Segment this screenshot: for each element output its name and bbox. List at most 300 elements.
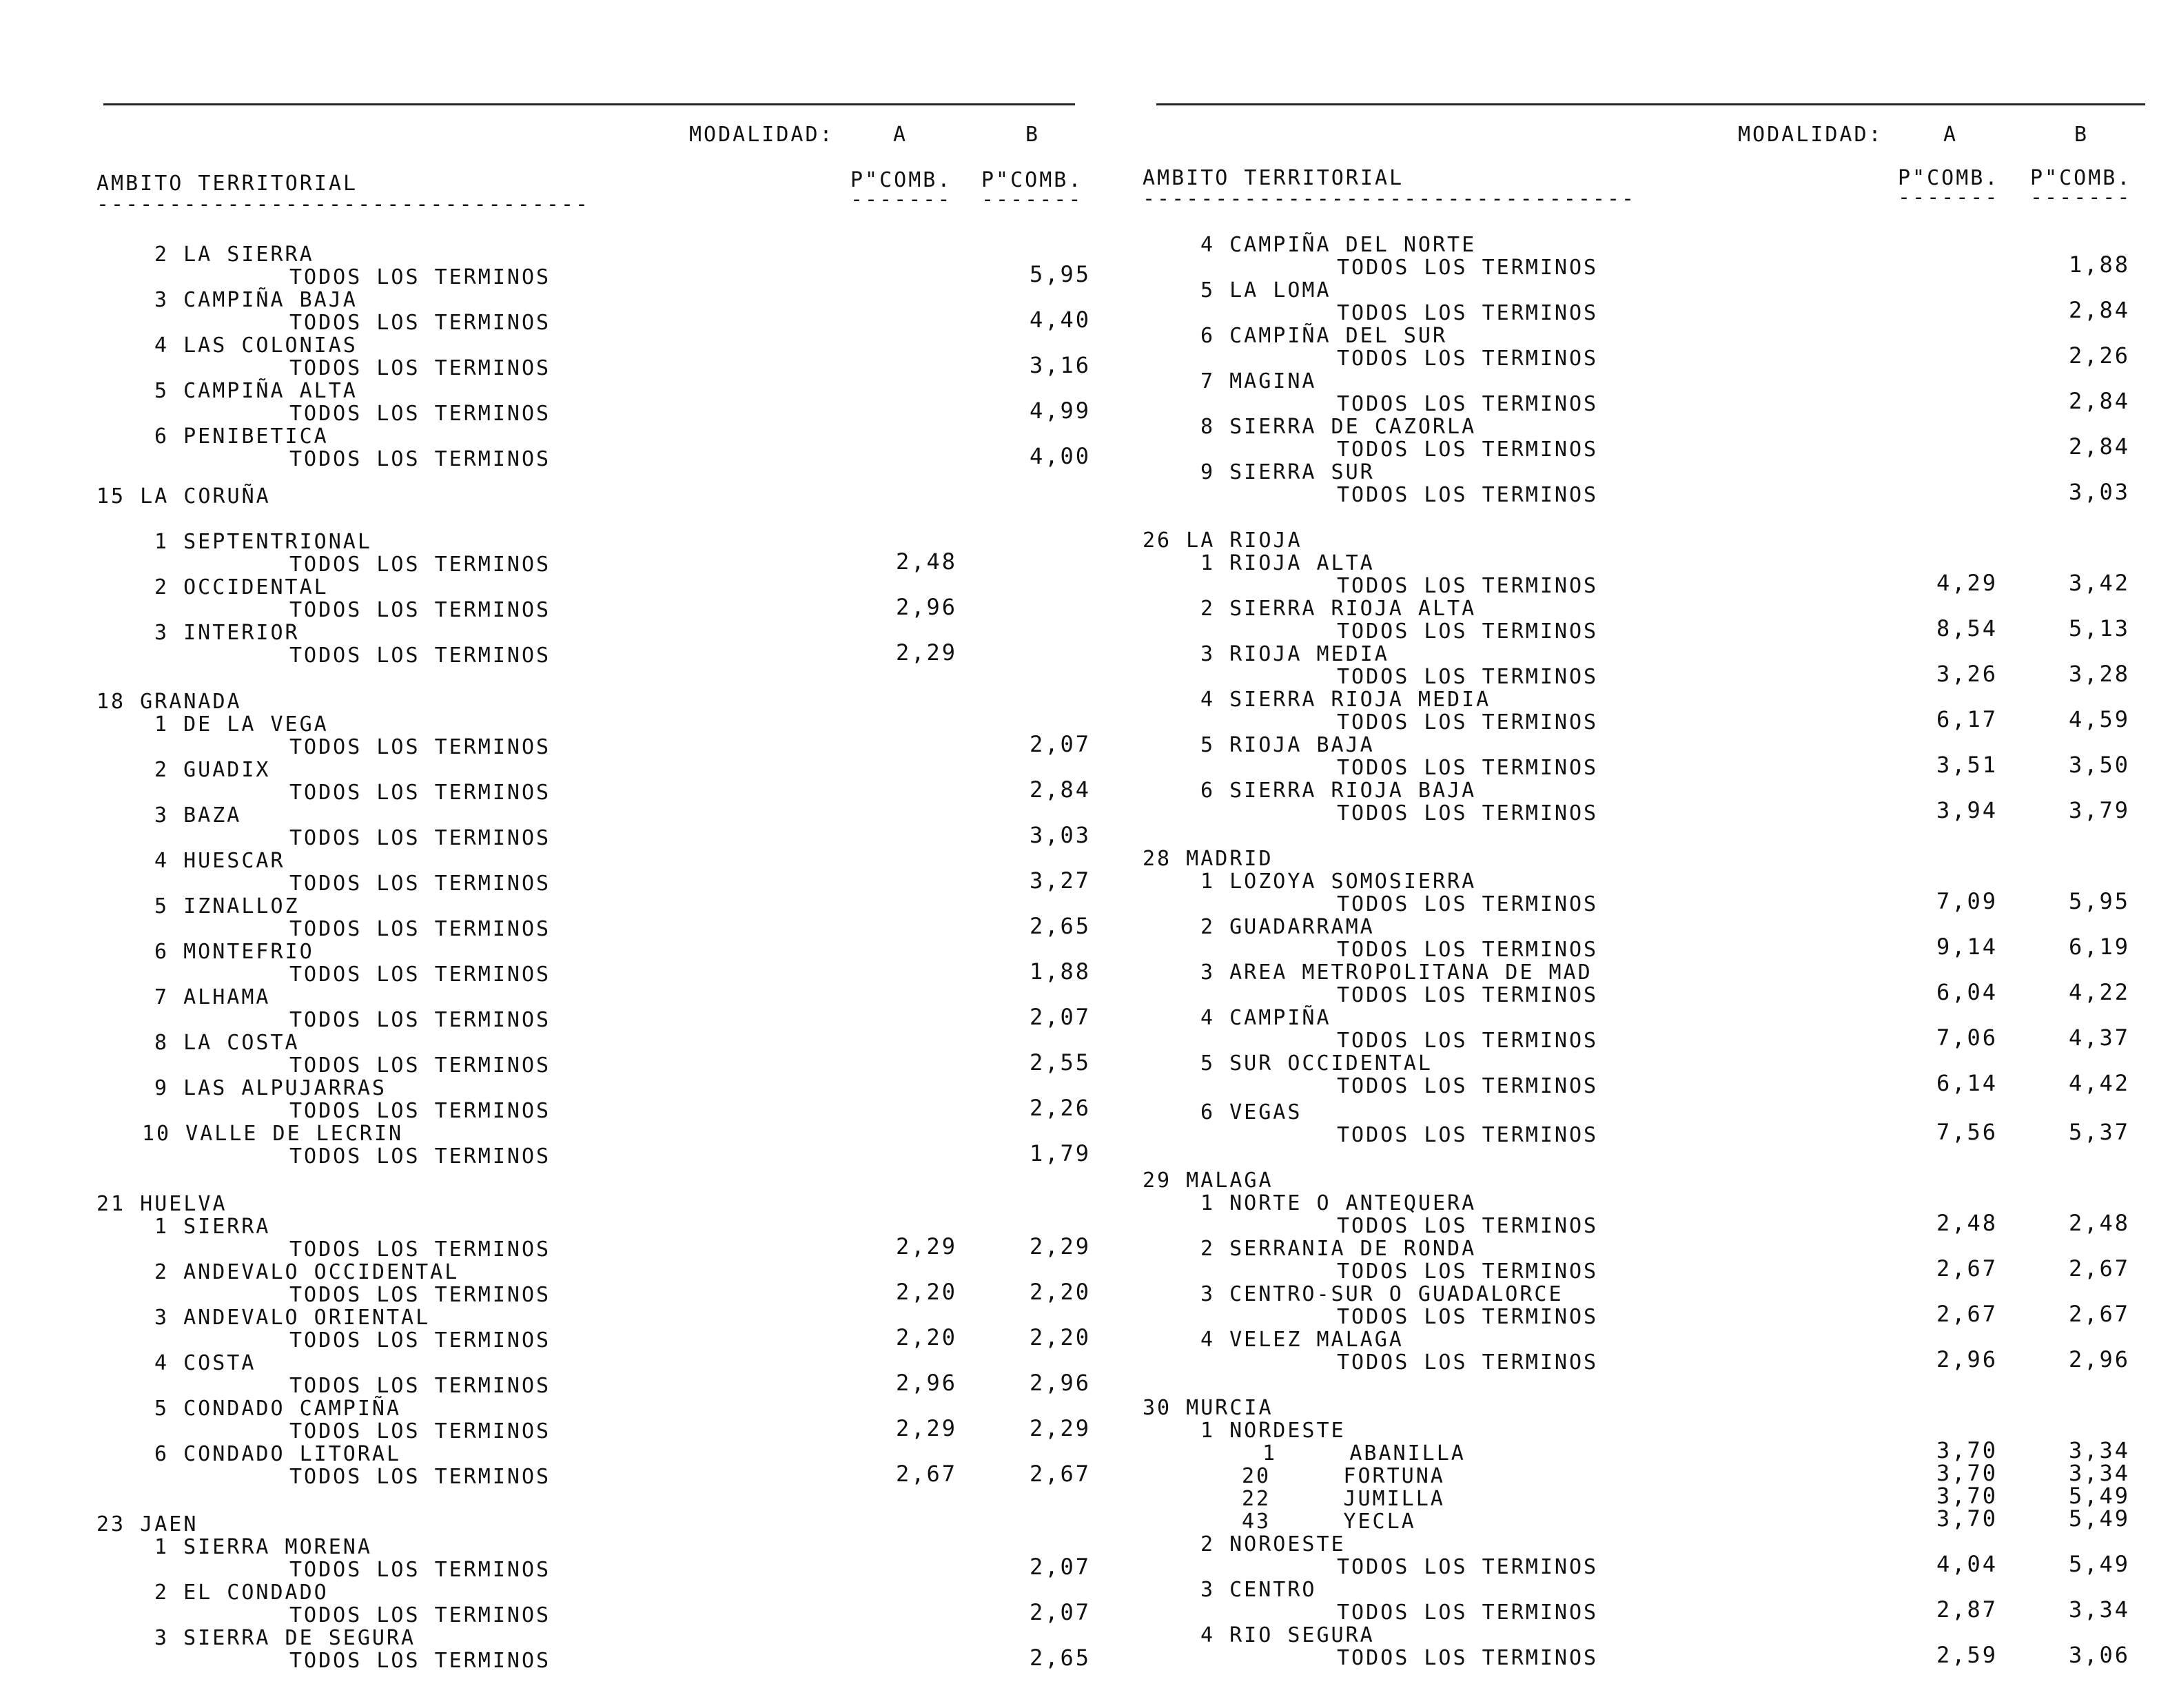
- terms-label: TODOS LOS TERMINOS: [1337, 619, 1599, 644]
- value-b: 2,96: [1030, 1370, 1092, 1396]
- pcomb-b-underline: -------: [2030, 185, 2132, 209]
- table-row: [0, 1370, 1092, 1398]
- table-row: [0, 1461, 1092, 1489]
- table-row: [0, 1140, 1092, 1169]
- table-row: [0, 958, 1092, 987]
- table-row: [0, 760, 1089, 782]
- table-row: [1137, 1421, 2159, 1443]
- value-a: 2,48: [1936, 1210, 1998, 1236]
- pcomb-a-header: P"COMB.: [850, 168, 952, 192]
- value-b: 3,34: [2069, 1596, 2131, 1623]
- value-b: 4,22: [2069, 979, 2131, 1005]
- comarca-label: 1 SEPTENTRIONAL: [154, 530, 372, 554]
- table-row: [1137, 1580, 2159, 1602]
- province-label: 23 JAEN: [96, 1512, 198, 1536]
- comarca-label: 3 CENTRO-SUR O GUADALORCE: [1200, 1282, 1564, 1306]
- terms-label: TODOS LOS TERMINOS: [289, 356, 551, 380]
- comarca-label: 2 NOROESTE: [1200, 1532, 1346, 1556]
- table-row: [1137, 1119, 2159, 1147]
- value-a: 9,14: [1936, 934, 1998, 960]
- table-row: [0, 307, 1092, 335]
- table-row: [1137, 979, 2159, 1007]
- value-b: 3,06: [2069, 1642, 2131, 1668]
- table-row: [0, 261, 1092, 289]
- table-row: [0, 1049, 1092, 1078]
- modalidad-label: MODALIDAD:: [1738, 123, 1883, 147]
- table-row: [1137, 1346, 2159, 1375]
- value-b: 3,50: [2069, 752, 2131, 778]
- table-row: [0, 1124, 1089, 1146]
- comarca-label: 2 EL CONDADO: [154, 1581, 329, 1605]
- comarca-label: 7 ALHAMA: [154, 985, 271, 1009]
- table-row: [0, 987, 1089, 1009]
- comarca-label: 6 VEGAS: [1200, 1100, 1302, 1124]
- table-row: [1137, 1460, 2159, 1488]
- terms-label: TODOS LOS TERMINOS: [289, 598, 551, 622]
- terms-label: TODOS LOS TERMINOS: [1337, 801, 1599, 825]
- value-a: 2,48: [896, 548, 958, 575]
- value-b: 2,29: [1030, 1233, 1092, 1259]
- table-row: [0, 1279, 1092, 1307]
- value-a: 3,70: [1936, 1460, 1998, 1486]
- table-row: [1137, 735, 2159, 757]
- terms-label: TODOS LOS TERMINOS: [1337, 256, 1599, 280]
- ambito-heading: AMBITO TERRITORIAL: [1143, 166, 1404, 190]
- table-row: [1137, 528, 2159, 553]
- value-b: 2,07: [1030, 1599, 1092, 1625]
- terms-label: TODOS LOS TERMINOS: [1337, 438, 1599, 462]
- province-label: 18 GRANADA: [96, 690, 242, 714]
- table-row: [1137, 1398, 2159, 1420]
- value-a: 8,54: [1936, 615, 1998, 641]
- value-a: 3,70: [1936, 1483, 1998, 1509]
- comarca-label: 1 NORDESTE: [1200, 1419, 1346, 1443]
- table-row: [0, 1599, 1092, 1627]
- value-b: 2,07: [1030, 1004, 1092, 1030]
- table-row: [1137, 917, 2159, 939]
- table-row: [1137, 615, 2159, 644]
- table-row: [1137, 1534, 2159, 1556]
- table-row: [0, 851, 1089, 873]
- value-a: 3,70: [1936, 1505, 1998, 1532]
- value-b: 1,79: [1030, 1140, 1092, 1166]
- terms-label: TODOS LOS TERMINOS: [289, 781, 551, 805]
- province-label: 15 LA CORUÑA: [96, 484, 271, 508]
- value-a: 2,96: [896, 594, 958, 620]
- table-row: [1137, 1437, 2159, 1465]
- value-a: 2,67: [1936, 1301, 1998, 1327]
- comarca-label: 8 LA COSTA: [154, 1031, 300, 1055]
- table-row: [1137, 1210, 2159, 1238]
- table-row: [0, 714, 1089, 737]
- comarca-label: 3 INTERIOR: [154, 621, 300, 645]
- comarca-label: 5 CONDADO CAMPIÑA: [154, 1397, 402, 1421]
- terms-label: TODOS LOS TERMINOS: [1337, 938, 1599, 962]
- value-a: 4,04: [1936, 1551, 1998, 1577]
- right-table-rows: [1137, 0, 2159, 1708]
- table-row: [1137, 1505, 2159, 1534]
- comarca-label: 4 SIERRA RIOJA MEDIA: [1200, 688, 1491, 712]
- table-row: [0, 942, 1089, 964]
- terms-label: TODOS LOS TERMINOS: [289, 1144, 551, 1169]
- comarca-label: 10 VALLE DE LECRIN: [142, 1122, 404, 1146]
- col-b-header: B: [1025, 123, 1041, 147]
- table-row: [0, 443, 1092, 471]
- comarca-label: 4 VELEZ MALAGA: [1200, 1328, 1404, 1352]
- pcomb-b-header: P"COMB.: [2030, 166, 2132, 190]
- table-row: [0, 290, 1089, 312]
- table-row: [1137, 342, 2159, 371]
- table-row: [1137, 462, 2159, 484]
- terms-label: TODOS LOS TERMINOS: [1337, 301, 1599, 325]
- comarca-label: 5 LA LOMA: [1200, 278, 1331, 302]
- table-row: [1137, 1301, 2159, 1329]
- terms-label: TODOS LOS TERMINOS: [289, 826, 551, 850]
- value-a: 7,56: [1936, 1119, 1998, 1145]
- value-b: 2,67: [2069, 1301, 2131, 1327]
- table-row: [1137, 872, 2159, 894]
- table-row: [1137, 1330, 2159, 1352]
- terms-label: TODOS LOS TERMINOS: [289, 1603, 551, 1627]
- table-row: [0, 1628, 1089, 1650]
- value-b: 5,37: [2069, 1119, 2131, 1145]
- table-row: [0, 1078, 1089, 1100]
- value-a: 3,70: [1936, 1437, 1998, 1463]
- value-b: 4,37: [2069, 1025, 2131, 1051]
- table-row: [0, 1583, 1089, 1605]
- table-row: [0, 692, 1089, 714]
- table-row: [1137, 960, 2159, 985]
- comarca-label: 4 CAMPIÑA: [1200, 1006, 1331, 1030]
- terms-label: TODOS LOS TERMINOS: [289, 1374, 551, 1398]
- terms-label: TODOS LOS TERMINOS: [1337, 710, 1599, 734]
- comarca-label: 6 CONDADO LITORAL: [154, 1442, 402, 1466]
- comarca-label: 1 SIERRA MORENA: [154, 1535, 372, 1559]
- table-row: [0, 1324, 1092, 1352]
- comarca-label: 2 LA SIERRA: [154, 243, 314, 267]
- table-row: [1137, 1102, 2159, 1124]
- value-b: 3,28: [2069, 661, 2131, 687]
- table-row: [1137, 752, 2159, 780]
- province-label: 30 MURCIA: [1143, 1396, 1273, 1420]
- table-row: [0, 1095, 1092, 1123]
- table-row: [0, 486, 1089, 508]
- comarca-label: 2 OCCIDENTAL: [154, 575, 329, 599]
- province-label: 21 HUELVA: [96, 1192, 227, 1216]
- comarca-label: 3 CENTRO: [1200, 1578, 1317, 1602]
- terms-label: TODOS LOS TERMINOS: [1337, 1646, 1599, 1670]
- value-b: 4,42: [2069, 1070, 2131, 1096]
- value-b: 5,49: [2069, 1551, 2131, 1577]
- table-row: [0, 731, 1092, 759]
- comarca-label: 4 RIO SEGURA: [1200, 1623, 1375, 1647]
- table-row: [1137, 553, 2159, 575]
- value-a: 3,51: [1936, 752, 1998, 778]
- pcomb-a-header: P"COMB.: [1898, 166, 2000, 190]
- comarca-label: 8 SIERRA DE CAZORLA: [1200, 415, 1477, 439]
- table-row: [1137, 644, 2159, 666]
- value-b: 4,40: [1030, 307, 1092, 333]
- terms-label: TODOS LOS TERMINOS: [289, 311, 551, 335]
- table-row: [0, 867, 1092, 896]
- comarca-label: 3 RIOJA MEDIA: [1200, 642, 1389, 666]
- table-row: [1137, 599, 2159, 621]
- value-a: 6,14: [1936, 1070, 1998, 1096]
- col-a-header: A: [1943, 123, 1958, 147]
- table-row: [1137, 280, 2159, 302]
- comarca-label: 4 HUESCAR: [154, 849, 285, 873]
- comarca-label: 2 SERRANIA DE RONDA: [1200, 1237, 1477, 1261]
- table-row: [1137, 1596, 2159, 1625]
- value-a: 7,06: [1936, 1025, 1998, 1051]
- terms-label: TODOS LOS TERMINOS: [1337, 1259, 1599, 1284]
- table-row: [1137, 797, 2159, 825]
- value-b: 5,95: [1030, 261, 1092, 287]
- value-b: 4,00: [1030, 443, 1092, 469]
- table-row: [1137, 297, 2159, 325]
- table-row: [1137, 781, 2159, 803]
- terms-label: TODOS LOS TERMINOS: [289, 1283, 551, 1307]
- province-label: 26 LA RIOJA: [1143, 528, 1302, 553]
- terms-label: TODOS LOS TERMINOS: [289, 963, 551, 987]
- comarca-label: 4 LAS COLONIAS: [154, 333, 358, 358]
- value-b: 2,67: [1030, 1461, 1092, 1487]
- table-row: [0, 1415, 1092, 1443]
- table-row: [1137, 1025, 2159, 1053]
- comarca-label: 4 CAMPIÑA DEL NORTE: [1200, 233, 1477, 257]
- value-a: 2,67: [896, 1461, 958, 1487]
- pcomb-b-underline: -------: [981, 187, 1083, 212]
- value-b: 2,84: [1030, 776, 1092, 803]
- value-a: 2,59: [1936, 1642, 1998, 1668]
- table-row: [0, 1645, 1092, 1673]
- table-row: [0, 913, 1092, 941]
- value-b: 3,79: [2069, 797, 2131, 823]
- comarca-label: 2 ANDEVALO OCCIDENTAL: [154, 1260, 460, 1284]
- modalidad-label: MODALIDAD:: [689, 123, 835, 147]
- value-a: 7,09: [1936, 888, 1998, 914]
- table-row: [1137, 1551, 2159, 1579]
- table-row: [0, 426, 1089, 449]
- terms-label: TODOS LOS TERMINOS: [289, 265, 551, 289]
- col-b-header: B: [2074, 123, 2089, 147]
- table-row: [0, 548, 1089, 577]
- comarca-label: 20 FORTUNA: [1242, 1464, 1445, 1488]
- table-row: [1137, 1053, 2159, 1076]
- value-b: 2,20: [1030, 1279, 1092, 1305]
- value-b: 5,95: [2069, 888, 2131, 914]
- value-b: 4,59: [2069, 706, 2131, 732]
- value-b: 2,84: [2069, 297, 2131, 323]
- value-b: 2,65: [1030, 1645, 1092, 1671]
- table-row: [0, 1514, 1089, 1536]
- value-a: 2,67: [1936, 1255, 1998, 1282]
- table-row: [0, 822, 1092, 850]
- table-row: [1137, 1625, 2159, 1647]
- table-row: [1137, 326, 2159, 348]
- table-row: [0, 1537, 1089, 1559]
- value-a: 6,17: [1936, 706, 1998, 732]
- table-row: [1137, 1070, 2159, 1098]
- value-a: 2,20: [896, 1279, 958, 1305]
- terms-label: TODOS LOS TERMINOS: [1337, 392, 1599, 416]
- table-row: [1137, 1483, 2159, 1511]
- table-row: [1137, 417, 2159, 439]
- table-row: [0, 1033, 1089, 1055]
- terms-label: TODOS LOS TERMINOS: [1337, 1123, 1599, 1147]
- terms-label: TODOS LOS TERMINOS: [289, 872, 551, 896]
- comarca-label: 3 SIERRA DE SEGURA: [154, 1626, 416, 1650]
- comarca-label: 1 RIOJA ALTA: [1200, 551, 1375, 575]
- pcomb-b-header: P"COMB.: [981, 168, 1083, 192]
- table-row: [1137, 1284, 2159, 1306]
- comarca-label: 2 SIERRA RIOJA ALTA: [1200, 597, 1477, 621]
- comarca-label: 5 IZNALLOZ: [154, 894, 300, 918]
- value-b: 2,26: [2069, 342, 2131, 369]
- value-b: 3,34: [2069, 1460, 2131, 1486]
- terms-label: TODOS LOS TERMINOS: [289, 1558, 551, 1582]
- value-b: 3,03: [1030, 822, 1092, 848]
- terms-label: TODOS LOS TERMINOS: [289, 1099, 551, 1123]
- comarca-label: 5 CAMPIÑA ALTA: [154, 379, 358, 403]
- value-b: 3,27: [1030, 867, 1092, 894]
- table-row: [0, 1194, 1089, 1216]
- table-row: [1137, 1193, 2159, 1215]
- value-a: 3,94: [1936, 797, 1998, 823]
- value-b: 5,13: [2069, 615, 2131, 641]
- table-row: [1137, 251, 2159, 280]
- terms-label: TODOS LOS TERMINOS: [289, 735, 551, 759]
- value-a: 2,96: [896, 1370, 958, 1396]
- terms-label: TODOS LOS TERMINOS: [1337, 1029, 1599, 1053]
- value-a: 2,29: [896, 1415, 958, 1441]
- terms-label: TODOS LOS TERMINOS: [289, 1419, 551, 1443]
- table-row: [1137, 1642, 2159, 1670]
- comarca-label: 1 ABANILLA: [1262, 1441, 1466, 1465]
- table-row: [1137, 235, 2159, 257]
- terms-label: TODOS LOS TERMINOS: [289, 1053, 551, 1078]
- comarca-label: 9 LAS ALPUJARRAS: [154, 1076, 387, 1100]
- ambito-heading: AMBITO TERRITORIAL: [96, 172, 358, 196]
- value-a: 6,04: [1936, 979, 1998, 1005]
- comarca-label: 1 SIERRA: [154, 1215, 271, 1239]
- terms-label: TODOS LOS TERMINOS: [289, 1008, 551, 1032]
- terms-label: TODOS LOS TERMINOS: [289, 447, 551, 471]
- table-row: [0, 1554, 1092, 1582]
- col-a-header: A: [893, 123, 908, 147]
- comarca-label: 1 NORTE O ANTEQUERA: [1200, 1191, 1477, 1215]
- table-row: [0, 352, 1092, 380]
- terms-label: TODOS LOS TERMINOS: [1337, 1601, 1599, 1625]
- value-b: 2,67: [2069, 1255, 2131, 1282]
- table-row: [0, 896, 1089, 918]
- terms-label: TODOS LOS TERMINOS: [1337, 347, 1599, 371]
- terms-label: TODOS LOS TERMINOS: [1337, 665, 1599, 689]
- value-b: 2,26: [1030, 1095, 1092, 1121]
- table-row: [1137, 433, 2159, 462]
- value-b: 2,48: [2069, 1210, 2131, 1236]
- table-row: [1137, 1239, 2159, 1261]
- comarca-label: 3 ANDEVALO ORIENTAL: [154, 1306, 431, 1330]
- table-row: [1137, 661, 2159, 689]
- comarca-label: 2 GUADIX: [154, 758, 271, 782]
- value-a: 4,29: [1936, 570, 1998, 596]
- table-row: [1137, 934, 2159, 962]
- pcomb-a-underline: -------: [1898, 185, 2000, 209]
- terms-label: TODOS LOS TERMINOS: [289, 917, 551, 941]
- terms-label: TODOS LOS TERMINOS: [1337, 892, 1599, 916]
- table-row: [0, 1004, 1092, 1032]
- terms-label: TODOS LOS TERMINOS: [1337, 1305, 1599, 1329]
- comarca-label: 7 MAGINA: [1200, 369, 1317, 393]
- terms-label: TODOS LOS TERMINOS: [289, 553, 551, 577]
- value-b: 2,29: [1030, 1415, 1092, 1441]
- comarca-label: 3 BAZA: [154, 803, 242, 827]
- comarca-label: 6 CAMPIÑA DEL SUR: [1200, 324, 1448, 348]
- value-a: 2,29: [896, 639, 958, 666]
- terms-label: TODOS LOS TERMINOS: [289, 1465, 551, 1489]
- comarca-label: 4 COSTA: [154, 1351, 256, 1375]
- terms-label: TODOS LOS TERMINOS: [289, 402, 551, 426]
- ambito-underline: ----------------------------------: [1143, 187, 1637, 211]
- table-row: [1137, 1008, 2159, 1030]
- terms-label: TODOS LOS TERMINOS: [289, 644, 551, 668]
- comarca-label: 3 CAMPIÑA BAJA: [154, 288, 358, 312]
- table-row: [0, 1233, 1092, 1262]
- value-b: 2,84: [2069, 433, 2131, 460]
- table-row: [1137, 706, 2159, 734]
- province-label: 29 MALAGA: [1143, 1169, 1273, 1193]
- value-a: 3,26: [1936, 661, 1998, 687]
- table-row: [0, 639, 1089, 668]
- table-row: [1137, 570, 2159, 598]
- comarca-label: 3 AREA METROPOLITANA DE MAD: [1200, 960, 1593, 985]
- value-b: 3,42: [2069, 570, 2131, 596]
- table-row: [0, 333, 1089, 358]
- terms-label: TODOS LOS TERMINOS: [1337, 756, 1599, 780]
- terms-label: TODOS LOS TERMINOS: [289, 1649, 551, 1673]
- table-row: [0, 776, 1092, 805]
- terms-label: TODOS LOS TERMINOS: [1337, 574, 1599, 598]
- value-b: 3,34: [2069, 1437, 2131, 1463]
- terms-label: TODOS LOS TERMINOS: [1337, 983, 1599, 1007]
- value-b: 2,07: [1030, 731, 1092, 757]
- value-b: 4,99: [1030, 398, 1092, 424]
- table-row: [0, 594, 1089, 622]
- value-a: 2,29: [896, 1233, 958, 1259]
- terms-label: TODOS LOS TERMINOS: [289, 1237, 551, 1262]
- table-row: [1137, 1171, 2159, 1193]
- comarca-label: 1 DE LA VEGA: [154, 712, 329, 737]
- comarca-label: 6 MONTEFRIO: [154, 940, 314, 964]
- terms-label: TODOS LOS TERMINOS: [1337, 1350, 1599, 1375]
- table-row: [0, 805, 1089, 827]
- value-b: 5,49: [2069, 1505, 2131, 1532]
- table-row: [0, 245, 1089, 267]
- province-label: 28 MADRID: [1143, 847, 1273, 871]
- ambito-underline: ----------------------------------: [96, 192, 591, 216]
- value-b: 2,84: [2069, 388, 2131, 414]
- value-b: 2,20: [1030, 1324, 1092, 1350]
- right-column: [1137, 0, 2159, 1708]
- comarca-label: 5 RIOJA BAJA: [1200, 733, 1375, 757]
- table-row: [0, 381, 1089, 403]
- comarca-label: 9 SIERRA SUR: [1200, 460, 1375, 484]
- value-b: 5,49: [2069, 1483, 2131, 1509]
- table-row: [1137, 888, 2159, 916]
- value-b: 1,88: [1030, 958, 1092, 985]
- table-row: [1137, 479, 2159, 507]
